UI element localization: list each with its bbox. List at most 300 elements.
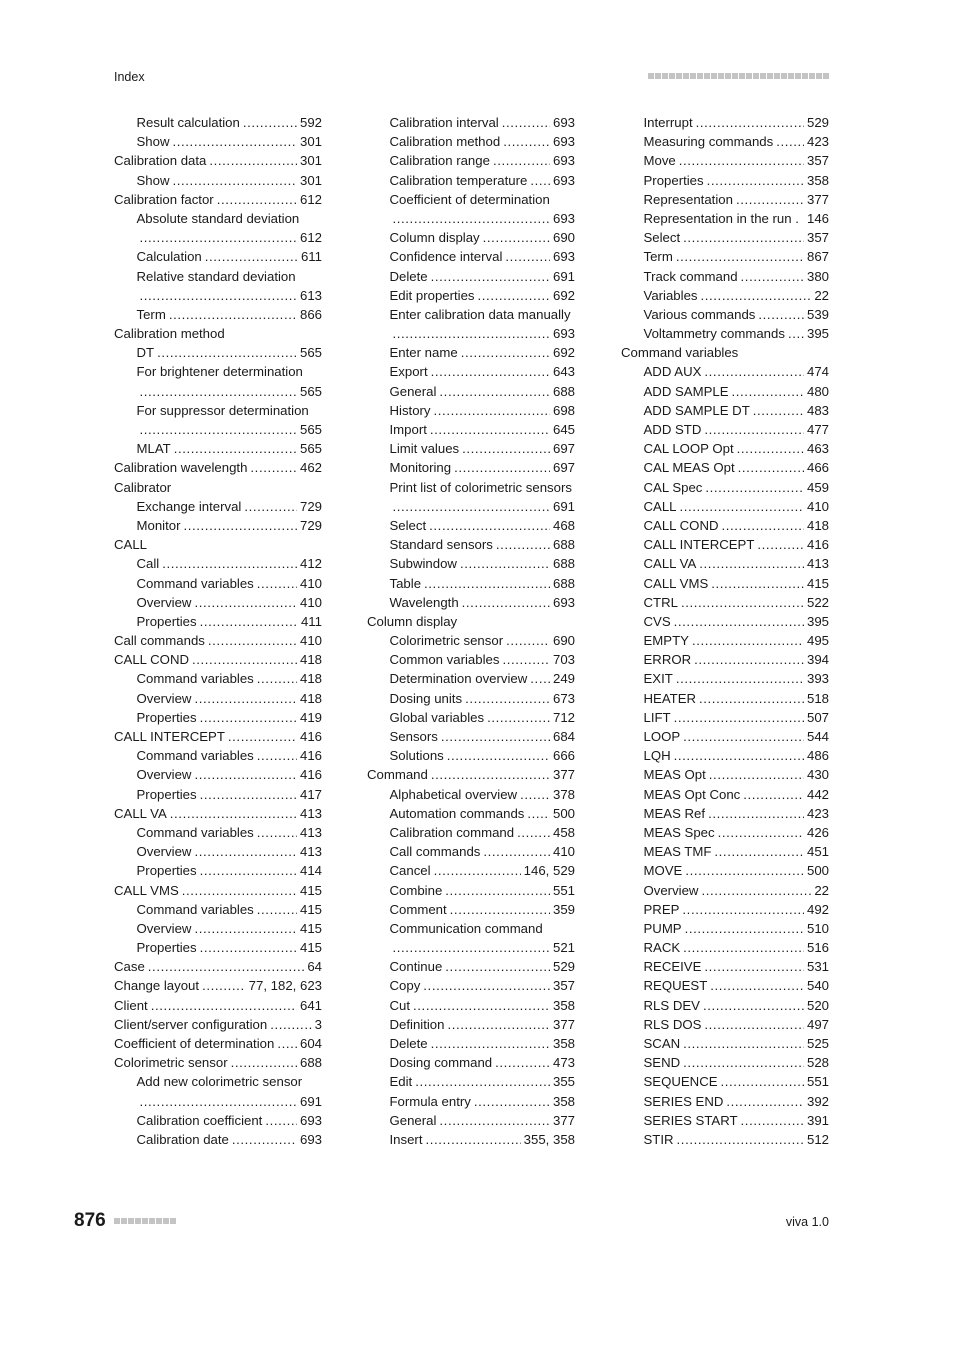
dot-leader (703, 996, 804, 1015)
index-term: Standard sensors (389, 537, 493, 553)
index-entry (114, 1092, 322, 1111)
index-entry (621, 823, 829, 842)
dot-leader (732, 382, 804, 401)
index-entry (621, 669, 829, 688)
dot-leader (200, 708, 297, 727)
index-entry (114, 823, 322, 842)
dot-leader (257, 669, 297, 688)
dot-leader (157, 343, 297, 362)
index-entry (621, 305, 829, 324)
index-page-ref: 867 (806, 249, 829, 265)
index-page-ref: 419 (299, 709, 322, 725)
dot-leader (692, 631, 804, 650)
decoration-square (142, 1218, 148, 1224)
index-entry (114, 746, 322, 765)
dot-leader (741, 267, 804, 286)
page-number: 876 (74, 1210, 106, 1231)
dot-leader (173, 171, 297, 190)
decoration-square (774, 73, 780, 79)
index-page-ref: 697 (552, 441, 575, 457)
dot-leader (682, 900, 804, 919)
index-entry (621, 708, 829, 727)
index-entry (367, 1034, 575, 1053)
index-page-ref: 693 (552, 326, 575, 342)
index-page-ref: 463 (806, 441, 829, 457)
index-term: MEAS Opt (643, 767, 706, 783)
index-entry (114, 401, 322, 420)
dot-leader (696, 113, 804, 132)
index-page-ref: 643 (552, 364, 575, 380)
dot-leader (674, 612, 804, 631)
index-page-ref: 418 (299, 690, 322, 706)
dot-leader (757, 535, 804, 554)
index-page-ref: 539 (806, 306, 829, 322)
dot-leader (776, 132, 804, 151)
index-page-ref: 466 (806, 460, 829, 476)
index-entry (114, 996, 322, 1015)
index-entry (621, 516, 829, 535)
index-entry (114, 861, 322, 880)
index-entry (114, 612, 322, 631)
dot-leader (674, 746, 804, 765)
dot-leader (393, 324, 550, 343)
index-entry (621, 612, 829, 631)
index-entry (367, 458, 575, 477)
index-entry (367, 209, 575, 228)
index-entry (114, 516, 322, 535)
index-page-ref: 410 (552, 844, 575, 860)
dot-leader (430, 420, 550, 439)
decoration-square (156, 1218, 162, 1224)
index-page-ref: 423 (806, 134, 829, 150)
dot-leader (270, 1015, 311, 1034)
index-page-ref: 529 (806, 115, 829, 130)
index-entry (114, 631, 322, 650)
index-page-ref: 521 (552, 940, 575, 956)
decoration-square (669, 73, 675, 79)
index-entry (621, 727, 829, 746)
index-term: Import (389, 422, 427, 437)
index-entry (621, 650, 829, 669)
index-entry (114, 708, 322, 727)
dot-leader (685, 919, 804, 938)
index-entry (367, 996, 575, 1015)
decoration-square (781, 73, 787, 79)
dot-leader (194, 919, 297, 938)
index-page-ref: 357 (552, 978, 575, 994)
dot-leader (683, 1053, 804, 1072)
index-entry (367, 439, 575, 458)
index-term: Communication command (389, 920, 543, 936)
dot-leader (140, 420, 297, 439)
index-term: CALL VMS (114, 882, 179, 898)
index-term: RLS DOS (643, 1016, 702, 1032)
running-header-title: Index (114, 70, 145, 84)
index-entry (621, 996, 829, 1015)
dot-leader (711, 574, 804, 593)
dot-leader (465, 689, 550, 708)
index-entry (621, 382, 829, 401)
index-entry (621, 919, 829, 938)
dot-leader (162, 554, 297, 573)
index-term: SEQUENCE (643, 1074, 718, 1090)
index-page-ref: 507 (806, 709, 829, 725)
dot-leader (788, 324, 804, 343)
index-page-ref: 688 (299, 1055, 322, 1071)
dot-leader (413, 996, 550, 1015)
dot-leader (502, 650, 550, 669)
dot-leader (699, 554, 804, 573)
index-entry (621, 746, 829, 765)
index-entry (114, 919, 322, 938)
decoration-square (802, 73, 808, 79)
index-term: Case (114, 959, 145, 975)
index-term: Call commands (114, 633, 205, 649)
index-entry (621, 190, 829, 209)
index-page-ref: 359 (552, 901, 575, 917)
index-page-ref: 358 (552, 1093, 575, 1109)
index-term: EXIT (643, 671, 673, 687)
index-term: RLS DEV (643, 997, 700, 1013)
index-entry (367, 478, 575, 497)
index-page-ref: 525 (806, 1036, 829, 1051)
index-term: Term (643, 249, 673, 265)
index-page-ref: 77, 182, 623 (248, 978, 322, 994)
index-page-ref: 413 (299, 805, 322, 821)
dot-leader (483, 842, 550, 861)
index-page-ref: 693 (299, 1131, 322, 1147)
index-entry (114, 689, 322, 708)
dot-leader (496, 535, 550, 554)
index-entry (621, 209, 829, 228)
decoration-square (149, 1218, 155, 1224)
index-page-ref: 391 (806, 1112, 829, 1128)
dot-leader (140, 286, 297, 305)
index-page-ref: 415 (806, 575, 829, 591)
dot-leader (231, 1053, 297, 1072)
index-page-ref: 430 (806, 767, 829, 783)
dot-leader (753, 401, 804, 420)
index-term: Exchange interval (136, 498, 242, 514)
index-page-ref: 451 (806, 844, 829, 860)
index-page-ref: 22 (814, 287, 829, 303)
index-page-ref: 378 (552, 786, 575, 802)
dot-leader (209, 151, 297, 170)
index-page-ref: 729 (299, 498, 322, 514)
index-page-ref: 497 (806, 1016, 829, 1032)
dot-leader (520, 785, 550, 804)
index-entry (367, 842, 575, 861)
index-term: Global variables (389, 709, 485, 725)
dot-leader (462, 439, 550, 458)
index-term: SERIES START (643, 1112, 738, 1128)
dot-leader (183, 516, 297, 535)
index-page-ref: 483 (806, 402, 829, 418)
decoration-square (711, 73, 717, 79)
index-term: Combine (389, 882, 443, 898)
dot-leader (148, 957, 305, 976)
dot-leader (228, 727, 297, 746)
index-page-ref: 492 (806, 901, 829, 917)
index-entry (621, 785, 829, 804)
index-term: Print list of colorimetric sensors (389, 479, 572, 495)
index-term: Representation in the run . (643, 210, 799, 226)
index-term: Properties (136, 786, 197, 802)
index-page-ref: 355, 358 (523, 1131, 575, 1147)
index-entry (621, 497, 829, 516)
index-column-3 (621, 113, 829, 1149)
dot-leader (439, 1111, 550, 1130)
index-entry (367, 228, 575, 247)
index-entry (621, 439, 829, 458)
index-entry (367, 881, 575, 900)
footer-decoration (114, 1218, 176, 1224)
index-entry (114, 1072, 322, 1091)
dot-leader (205, 247, 298, 266)
dot-leader (517, 823, 550, 842)
index-term: Show (136, 134, 170, 150)
index-entry (621, 554, 829, 573)
index-entry (367, 574, 575, 593)
index-term: PREP (643, 901, 680, 917)
decoration-square (809, 73, 815, 79)
decoration-square (767, 73, 773, 79)
index-page-ref: 645 (552, 422, 575, 437)
dot-leader (704, 957, 804, 976)
decoration-square (697, 73, 703, 79)
index-term: CALL VA (643, 556, 697, 572)
index-entry (114, 458, 322, 477)
index-page-ref: 414 (299, 863, 322, 879)
decoration-square (163, 1218, 169, 1224)
dot-leader (140, 228, 297, 247)
index-page-ref: 612 (299, 230, 322, 246)
index-page-ref: 565 (299, 383, 322, 399)
dot-leader (169, 305, 297, 324)
dot-leader (708, 804, 804, 823)
decoration-square (746, 73, 752, 79)
index-term: LOOP (643, 729, 681, 744)
index-page-ref: 474 (806, 364, 829, 380)
index-entry (367, 631, 575, 650)
index-page-ref: 410 (299, 594, 322, 610)
index-page-ref: 641 (299, 997, 322, 1013)
decoration-square (739, 73, 745, 79)
index-entry (114, 957, 322, 976)
dot-leader (674, 708, 804, 727)
index-entry (114, 1130, 322, 1149)
index-page-ref: 693 (552, 594, 575, 610)
index-term: Sensors (389, 729, 438, 744)
index-term: Command variables (136, 575, 254, 591)
dot-leader (431, 362, 550, 381)
index-term: Calibrator (114, 479, 172, 495)
dot-leader (461, 343, 550, 362)
index-term: CALL INTERCEPT (643, 537, 755, 553)
index-page-ref: 416 (299, 729, 322, 744)
index-term: LIFT (643, 709, 671, 725)
index-term: CAL LOOP Opt (643, 441, 734, 457)
index-term: Term (136, 306, 166, 322)
dot-leader (483, 228, 550, 247)
index-term: Dosing command (389, 1055, 493, 1071)
index-entry (114, 669, 322, 688)
decoration-square (135, 1218, 141, 1224)
index-term: Coefficient of determination (389, 191, 550, 207)
decoration-square (718, 73, 724, 79)
index-entry (114, 209, 322, 228)
index-entry (367, 267, 575, 286)
index-page-ref: 377 (552, 767, 575, 783)
dot-leader (699, 689, 804, 708)
index-term: Continue (389, 959, 443, 975)
dot-leader (709, 765, 804, 784)
index-entry (621, 286, 829, 305)
index-entry (621, 574, 829, 593)
index-term: CALL (114, 537, 147, 553)
index-term: DT (136, 345, 155, 361)
dot-leader (721, 1072, 804, 1091)
index-page-ref: 410 (299, 575, 322, 591)
index-entry (367, 171, 575, 190)
index-entry (114, 727, 322, 746)
index-entry (114, 900, 322, 919)
index-page-ref: 413 (806, 556, 829, 572)
index-term: HEATER (643, 690, 697, 706)
index-page-ref: 688 (552, 383, 575, 399)
decoration-square (725, 73, 731, 79)
decoration-square (690, 73, 696, 79)
index-page-ref: 688 (552, 556, 575, 572)
index-entry (114, 420, 322, 439)
index-entry (114, 478, 322, 497)
index-entry (621, 458, 829, 477)
index-term: Definition (389, 1016, 445, 1032)
index-entry (114, 535, 322, 554)
index-term: Various commands (643, 306, 756, 322)
index-entry (621, 1092, 829, 1111)
dot-leader (415, 1072, 550, 1091)
dot-leader (277, 1034, 297, 1053)
index-term: CALL COND (114, 652, 189, 668)
dot-leader (431, 765, 550, 784)
index-page-ref: 358 (552, 997, 575, 1013)
index-term: Calculation (136, 249, 202, 265)
index-page-ref: 418 (299, 671, 322, 687)
decoration-square (816, 73, 822, 79)
dot-leader (460, 554, 550, 573)
dot-leader (424, 574, 550, 593)
dot-leader (704, 1015, 804, 1034)
dot-leader (393, 209, 550, 228)
index-entry (621, 842, 829, 861)
index-term: Formula entry (389, 1093, 471, 1109)
index-page-ref: 529 (552, 959, 575, 975)
index-page-ref: 416 (806, 537, 829, 553)
index-term: Wavelength (389, 594, 459, 610)
index-page-ref: 688 (552, 575, 575, 591)
index-page-ref: 522 (806, 594, 829, 610)
index-page-ref: 691 (299, 1093, 322, 1109)
index-term: Properties (136, 940, 197, 956)
index-page-ref: 442 (806, 786, 829, 802)
dot-leader (685, 861, 804, 880)
index-entry (114, 1111, 322, 1130)
index-term: Properties (136, 863, 197, 879)
index-entry (367, 343, 575, 362)
index-entry (114, 362, 322, 381)
index-page-ref: 301 (299, 172, 322, 188)
dot-leader (676, 669, 804, 688)
index-term: Edit properties (389, 287, 475, 303)
index-page-ref: 551 (806, 1074, 829, 1090)
dot-leader (714, 842, 804, 861)
index-page-ref: 551 (552, 882, 575, 898)
dot-leader (487, 708, 550, 727)
index-page-ref: 412 (299, 556, 322, 572)
dot-leader (478, 286, 550, 305)
index-entry (114, 151, 322, 170)
index-entry (114, 286, 322, 305)
index-page-ref: 866 (299, 306, 322, 322)
index-page-ref: 380 (806, 268, 829, 284)
dot-leader (705, 478, 804, 497)
decoration-square (170, 1218, 176, 1224)
index-page-ref: 146, 529 (523, 863, 575, 879)
index-page-ref: 395 (806, 326, 829, 342)
index-page-ref: 358 (806, 172, 829, 188)
index-term: Monitoring (389, 460, 452, 476)
index-entry (367, 650, 575, 669)
index-entry (367, 1130, 575, 1149)
decoration-square (121, 1218, 127, 1224)
index-term: Delete (389, 268, 428, 284)
dot-leader (505, 247, 550, 266)
index-term: Enter name (389, 345, 458, 361)
dot-leader (431, 1034, 550, 1053)
index-term: Absolute standard deviation (136, 210, 300, 226)
index-page-ref: 612 (299, 191, 322, 207)
index-entry (367, 823, 575, 842)
index-term: CALL INTERCEPT (114, 729, 225, 744)
index-entry (114, 574, 322, 593)
index-term: ADD AUX (643, 364, 702, 380)
index-term: Properties (643, 172, 704, 188)
index-term: Properties (136, 709, 197, 725)
index-entry (621, 900, 829, 919)
dot-leader (679, 151, 804, 170)
index-entry (114, 228, 322, 247)
index-entry (621, 535, 829, 554)
index-page-ref: 413 (299, 824, 322, 840)
index-term: Representation (643, 191, 733, 207)
index-page-ref: 693 (552, 210, 575, 226)
index-term: Coefficient of determination (114, 1036, 275, 1051)
index-entry (621, 861, 829, 880)
index-page-ref: 703 (552, 652, 575, 668)
index-entry (367, 362, 575, 381)
index-entry (621, 247, 829, 266)
index-entry (367, 919, 575, 938)
dot-leader (200, 612, 298, 631)
index-page-ref: 301 (299, 153, 322, 169)
index-entry (367, 554, 575, 573)
index-term: CALL COND (643, 517, 719, 533)
index-entry (621, 804, 829, 823)
decoration-square (648, 73, 654, 79)
index-entry (621, 1034, 829, 1053)
dot-leader (244, 497, 297, 516)
